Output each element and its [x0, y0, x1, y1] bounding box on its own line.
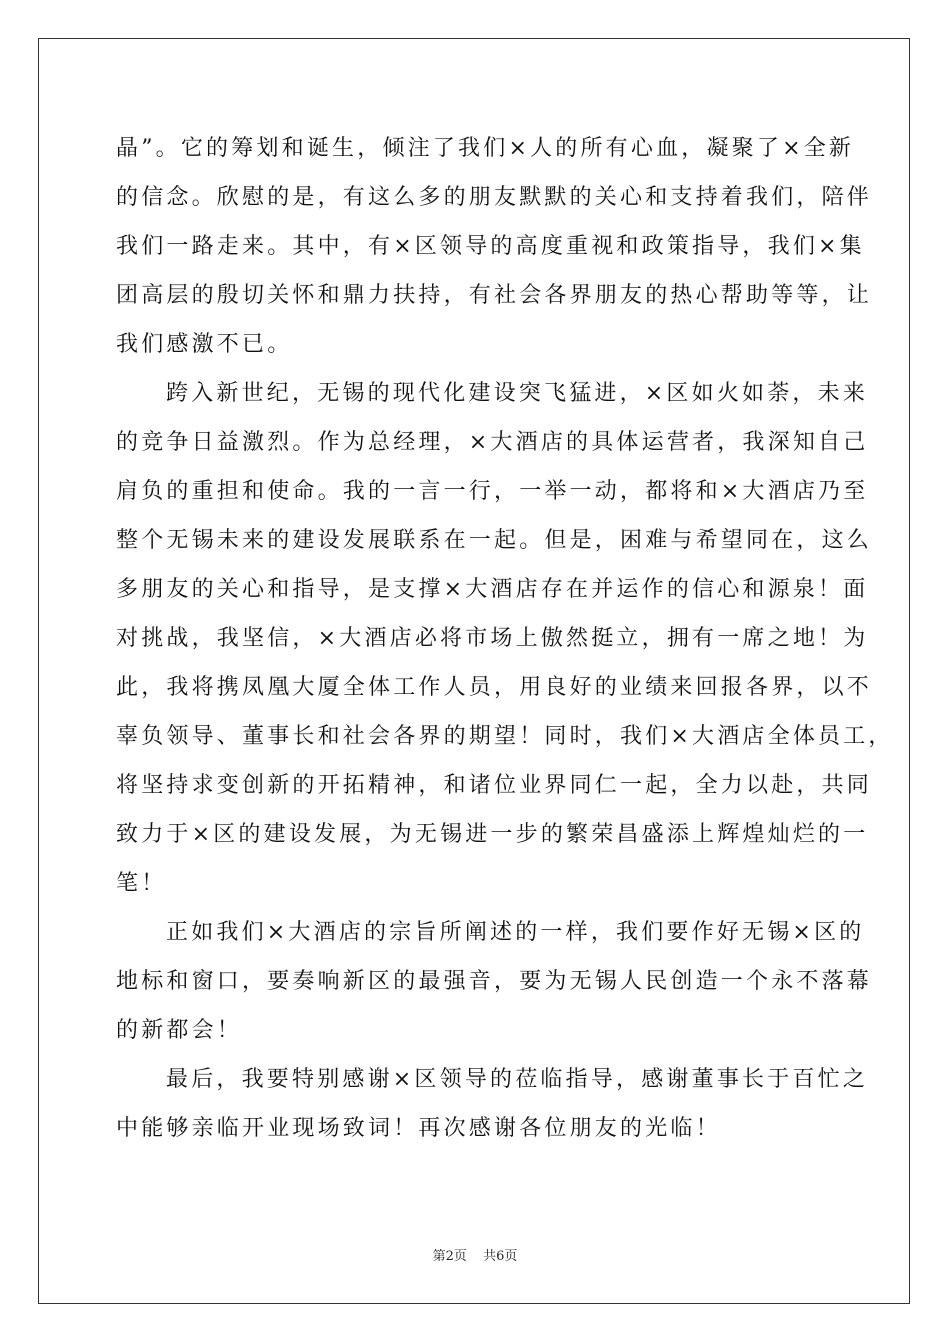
page-total: 共6页 — [483, 1249, 518, 1264]
paragraph — [116, 124, 873, 369]
text-line: 此，我将携凤凰大厦全体工作人员，用良好的业绩来回报各界，以不 — [116, 675, 873, 700]
text-line: 多朋友的关心和指导，是支撑×大酒店存在并运作的信心和源泉！面 — [116, 577, 869, 602]
text-line: 的信念。欣慰的是，有这么多的朋友默默的关心和支持着我们，陪伴 — [116, 185, 873, 210]
page-number: 第2页 — [432, 1249, 467, 1264]
text-line: 跨入新世纪，无锡的现代化建设突飞猛进，×区如火如荼，未来 — [166, 381, 869, 406]
paragraph — [116, 369, 894, 908]
text-line: 肩负的重担和使命。我的一言一行，一举一动，都将和×大酒店乃至 — [116, 479, 869, 504]
text-line: 辜负领导、董事长和社会各界的期望！同时，我们×大酒店全体员工， — [116, 724, 894, 749]
text-line: 将坚持求变创新的开拓精神，和诸位业界同仁一起，全力以赴，共同 — [116, 773, 873, 798]
text-line: 我们感激不已。 — [116, 332, 293, 357]
document-body — [116, 124, 894, 1153]
text-line: 的新都会！ — [116, 1018, 243, 1043]
text-line: 我们一路走来。其中，有×区领导的高度重视和政策指导，我们×集 — [116, 234, 865, 259]
text-line: 最后，我要特别感谢×区领导的莅临指导，感谢董事长于百忙之 — [166, 1067, 869, 1092]
text-line: 晶”。它的筹划和诞生，倾注了我们×人的所有心血，凝聚了×全新 — [116, 136, 855, 161]
paragraph — [116, 908, 873, 1055]
paragraph — [116, 1055, 869, 1153]
text-line: 整个无锡未来的建设发展联系在一起。但是，困难与希望同在，这么 — [116, 528, 873, 553]
text-line: 对挑战，我坚信，×大酒店必将市场上傲然挺立，拥有一席之地！为 — [116, 626, 869, 651]
text-line: 致力于×区的建设发展，为无锡进一步的繁荣昌盛添上辉煌灿烂的一 — [116, 822, 869, 847]
text-line: 中能够亲临开业现场致词！再次感谢各位朋友的光临！ — [116, 1116, 721, 1141]
text-line: 笔！ — [116, 871, 167, 896]
text-line: 正如我们×大酒店的宗旨所阐述的一样，我们要作好无锡×区的 — [166, 920, 865, 945]
page-footer — [0, 1245, 950, 1264]
text-line: 团高层的殷切关怀和鼎力扶持，有社会各界朋友的热心帮助等等，让 — [116, 283, 873, 308]
text-line: 的竞争日益激烈。作为总经理，×大酒店的具体运营者，我深知自己 — [116, 430, 869, 455]
text-line: 地标和窗口，要奏响新区的最强音，要为无锡人民创造一个永不落幕 — [116, 969, 873, 994]
